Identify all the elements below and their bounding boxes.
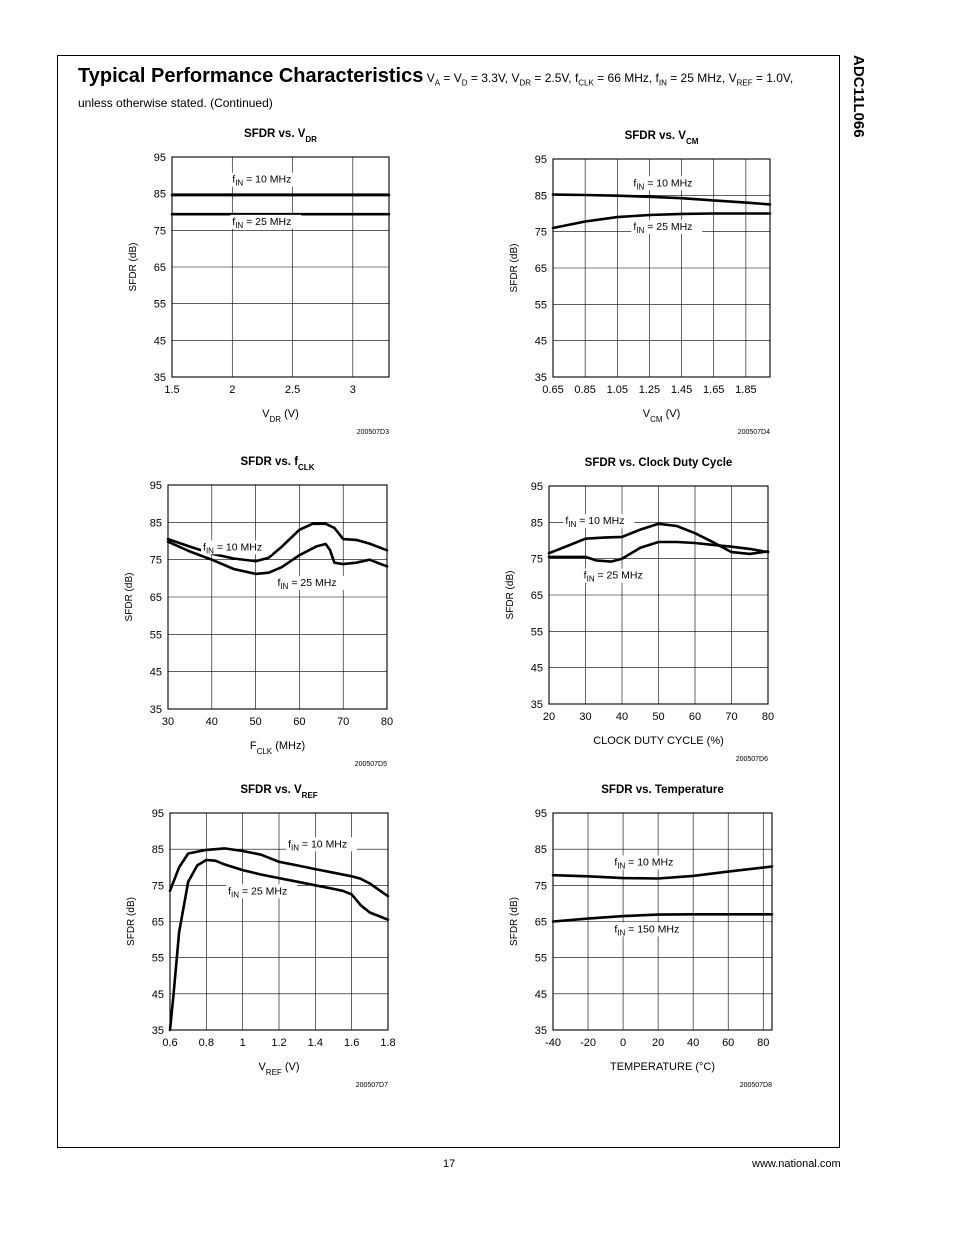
y-tick-label: 45 bbox=[534, 988, 547, 1001]
y-tick-label: 75 bbox=[534, 880, 547, 893]
series-label-text: $f_{IN} = 10$ MHz bbox=[288, 838, 348, 853]
series-label-text: $f_{IN} = 10$ MHz bbox=[203, 541, 263, 556]
x-tick-label: 2.5 bbox=[284, 384, 301, 396]
x-tick-label: 1.8 bbox=[380, 1037, 396, 1049]
x-tick-label: 40 bbox=[205, 716, 218, 728]
series-label-text: $f_{IN} = 10$ MHz bbox=[633, 177, 693, 192]
x-tick-label: 1.45 bbox=[670, 384, 693, 396]
y-axis-label: SFDR (dB) bbox=[126, 897, 137, 946]
y-tick-label: 75 bbox=[534, 226, 547, 239]
series-label bbox=[230, 173, 301, 188]
series-label bbox=[230, 215, 301, 230]
x-tick-label: 1.05 bbox=[606, 384, 629, 396]
x-tick-label: 60 bbox=[688, 711, 702, 723]
figure-id: 200507D3 bbox=[356, 429, 389, 436]
chart-svg bbox=[500, 780, 900, 1100]
x-tick-label: 1 bbox=[239, 1037, 246, 1049]
chart-title: SFDR vs. $V_{CM}$ bbox=[624, 130, 699, 146]
series-label bbox=[201, 540, 272, 555]
chart-sfdr-vs-vref bbox=[118, 780, 518, 1100]
footer-url: www.national.com bbox=[752, 1158, 841, 1170]
y-tick-label: 95 bbox=[534, 154, 547, 166]
y-tick-label: 35 bbox=[149, 704, 162, 716]
y-tick-label: 55 bbox=[530, 626, 543, 639]
x-axis-label: TEMPERATURE (°C) bbox=[609, 1061, 716, 1073]
y-tick-label: 85 bbox=[530, 517, 543, 530]
x-tick-label: 0 bbox=[620, 1037, 627, 1049]
section-title: Typical Performance Characteristics bbox=[78, 65, 424, 87]
series-label bbox=[582, 569, 653, 584]
x-tick-label: -40 bbox=[545, 1037, 561, 1049]
figure-id: 200507D4 bbox=[737, 429, 770, 436]
series-label bbox=[563, 514, 634, 529]
x-tick-label: -20 bbox=[580, 1037, 596, 1049]
y-tick-label: 75 bbox=[151, 880, 164, 893]
series-label bbox=[276, 576, 347, 591]
y-tick-label: 65 bbox=[153, 262, 166, 274]
chart-sfdr-vs-temperature bbox=[500, 780, 900, 1100]
x-tick-label: 1.85 bbox=[735, 384, 757, 396]
series-label-text: $f_{IN} = 150$ MHz bbox=[614, 923, 680, 938]
series-label bbox=[286, 837, 357, 852]
y-tick-label: 95 bbox=[153, 152, 166, 164]
x-tick-label: 1.4 bbox=[307, 1037, 323, 1049]
x-tick-label: 0.6 bbox=[162, 1037, 178, 1049]
y-axis-label: SFDR (dB) bbox=[124, 572, 135, 622]
y-tick-label: 95 bbox=[151, 808, 164, 820]
series-label-text: $f_{IN} = 25$ MHz bbox=[232, 215, 292, 230]
x-tick-label: 1.5 bbox=[164, 384, 180, 396]
x-tick-label: 60 bbox=[722, 1037, 735, 1049]
y-tick-label: 45 bbox=[151, 988, 164, 1001]
y-tick-label: 65 bbox=[534, 916, 547, 929]
x-tick-label: 70 bbox=[725, 711, 738, 723]
x-axis-label: $V_{DR}$ (V) bbox=[262, 408, 299, 424]
x-tick-label: 0.85 bbox=[574, 384, 596, 396]
chart-svg bbox=[120, 124, 520, 444]
chart-svg bbox=[118, 452, 518, 772]
x-axis-label: CLOCK DUTY CYCLE (%) bbox=[593, 735, 724, 747]
x-tick-label: 40 bbox=[615, 711, 629, 723]
x-tick-label: 1.6 bbox=[344, 1037, 360, 1049]
chart-svg bbox=[118, 780, 518, 1100]
y-axis-label: SFDR (dB) bbox=[509, 897, 520, 946]
x-tick-label: 1.25 bbox=[638, 384, 661, 396]
x-tick-label: 30 bbox=[161, 716, 175, 728]
part-number: ADC11L066 bbox=[850, 55, 867, 138]
chart-title: SFDR vs. $V_{REF}$ bbox=[240, 784, 318, 800]
x-tick-label: 1.65 bbox=[703, 384, 725, 396]
chart-sfdr-vs-vcm bbox=[500, 124, 900, 444]
y-tick-label: 65 bbox=[530, 590, 543, 602]
x-tick-label: 50 bbox=[652, 711, 665, 723]
y-tick-label: 85 bbox=[153, 188, 166, 201]
chart-sfdr-vs-vdr bbox=[120, 124, 520, 444]
series-line bbox=[553, 195, 770, 205]
y-axis-label: SFDR (dB) bbox=[509, 243, 520, 293]
series-label-text: $f_{IN} = 25$ MHz bbox=[228, 885, 288, 900]
x-tick-label: 70 bbox=[337, 716, 350, 728]
x-tick-label: 50 bbox=[249, 716, 262, 728]
y-tick-label: 75 bbox=[153, 225, 166, 238]
chart-svg bbox=[500, 124, 900, 444]
x-tick-label: 20 bbox=[542, 711, 556, 723]
y-tick-label: 65 bbox=[534, 263, 547, 275]
y-tick-label: 55 bbox=[534, 299, 547, 312]
y-tick-label: 85 bbox=[534, 190, 547, 203]
y-tick-label: 55 bbox=[149, 629, 162, 642]
y-tick-label: 65 bbox=[149, 592, 162, 604]
chart-title: SFDR vs. Clock Duty Cycle bbox=[584, 457, 733, 469]
section-conditions: $V_A = V_D = 3.3V$, $V_{DR} = 2.5V$, $f_{CLK} = 66$ MHz, $f_{IN} = 25$ MHz, $V_{REF} = 1.0V$, unless otherwise stated. (Continued) bbox=[78, 71, 794, 111]
x-tick-label: 0.65 bbox=[542, 384, 564, 396]
chart-title: SFDR vs. $f_{CLK}$ bbox=[240, 456, 315, 472]
y-tick-label: 55 bbox=[153, 298, 166, 311]
x-tick-label: 80 bbox=[757, 1037, 770, 1049]
series-label bbox=[612, 855, 683, 870]
figure-id: 200507D6 bbox=[735, 756, 768, 763]
series-label-text: $f_{IN} = 10$ MHz bbox=[614, 856, 674, 871]
x-tick-label: 0.8 bbox=[198, 1037, 214, 1049]
figure-id: 200507D5 bbox=[354, 761, 387, 768]
y-tick-label: 85 bbox=[151, 844, 164, 857]
y-tick-label: 45 bbox=[530, 662, 543, 675]
x-tick-label: 30 bbox=[579, 711, 592, 723]
y-tick-label: 85 bbox=[534, 844, 547, 857]
y-tick-label: 35 bbox=[534, 372, 547, 384]
x-tick-label: 80 bbox=[761, 711, 775, 723]
x-tick-label: 80 bbox=[380, 716, 394, 728]
y-tick-label: 55 bbox=[151, 952, 164, 965]
chart-svg bbox=[497, 452, 897, 772]
x-tick-label: 60 bbox=[293, 716, 306, 728]
page-number: 17 bbox=[443, 1158, 456, 1170]
series-label bbox=[612, 922, 689, 937]
series-label bbox=[226, 884, 297, 899]
series-label-text: $f_{IN} = 10$ MHz bbox=[232, 173, 292, 188]
y-tick-label: 35 bbox=[151, 1025, 164, 1037]
y-tick-label: 65 bbox=[151, 916, 164, 929]
y-tick-label: 35 bbox=[530, 699, 543, 711]
chart-sfdr-vs-duty-cycle bbox=[497, 452, 897, 772]
y-tick-label: 45 bbox=[149, 666, 162, 679]
x-axis-label: $V_{REF}$ (V) bbox=[258, 1061, 300, 1077]
series-line bbox=[553, 914, 772, 921]
y-tick-label: 75 bbox=[149, 554, 162, 567]
figure-id: 200507D8 bbox=[739, 1082, 772, 1089]
x-axis-label: $F_{CLK}$ (MHz) bbox=[249, 740, 306, 756]
y-tick-label: 35 bbox=[153, 372, 166, 384]
y-tick-label: 45 bbox=[534, 335, 547, 348]
y-axis-label: SFDR (dB) bbox=[505, 570, 516, 620]
y-tick-label: 45 bbox=[153, 335, 166, 348]
figure-id: 200507D7 bbox=[355, 1082, 388, 1089]
chart-title: SFDR vs. $V_{DR}$ bbox=[244, 128, 317, 144]
section-heading bbox=[78, 66, 828, 113]
y-tick-label: 75 bbox=[530, 553, 543, 566]
series-label-text: $f_{IN} = 25$ MHz bbox=[277, 576, 337, 591]
x-tick-label: 1.2 bbox=[271, 1037, 287, 1049]
y-tick-label: 95 bbox=[534, 808, 547, 820]
y-tick-label: 85 bbox=[149, 517, 162, 530]
chart-sfdr-vs-fclk bbox=[118, 452, 518, 772]
y-tick-label: 95 bbox=[530, 481, 543, 493]
series-label-text: $f_{IN} = 25$ MHz bbox=[583, 569, 643, 584]
y-axis-label: SFDR (dB) bbox=[128, 242, 139, 292]
x-tick-label: 2 bbox=[229, 384, 236, 396]
y-tick-label: 35 bbox=[534, 1025, 547, 1037]
y-tick-label: 55 bbox=[534, 952, 547, 965]
series-line bbox=[168, 542, 387, 574]
series-label bbox=[631, 176, 702, 191]
x-axis-label: $V_{CM}$ (V) bbox=[642, 408, 681, 424]
series-label bbox=[631, 220, 702, 235]
series-label-text: $f_{IN} = 25$ MHz bbox=[633, 220, 693, 235]
x-tick-label: 20 bbox=[651, 1037, 665, 1049]
chart-title: SFDR vs. Temperature bbox=[601, 784, 724, 796]
x-tick-label: 40 bbox=[687, 1037, 700, 1049]
series-label-text: $f_{IN} = 10$ MHz bbox=[565, 515, 625, 530]
x-tick-label: 3 bbox=[349, 384, 356, 396]
y-tick-label: 95 bbox=[149, 480, 162, 492]
